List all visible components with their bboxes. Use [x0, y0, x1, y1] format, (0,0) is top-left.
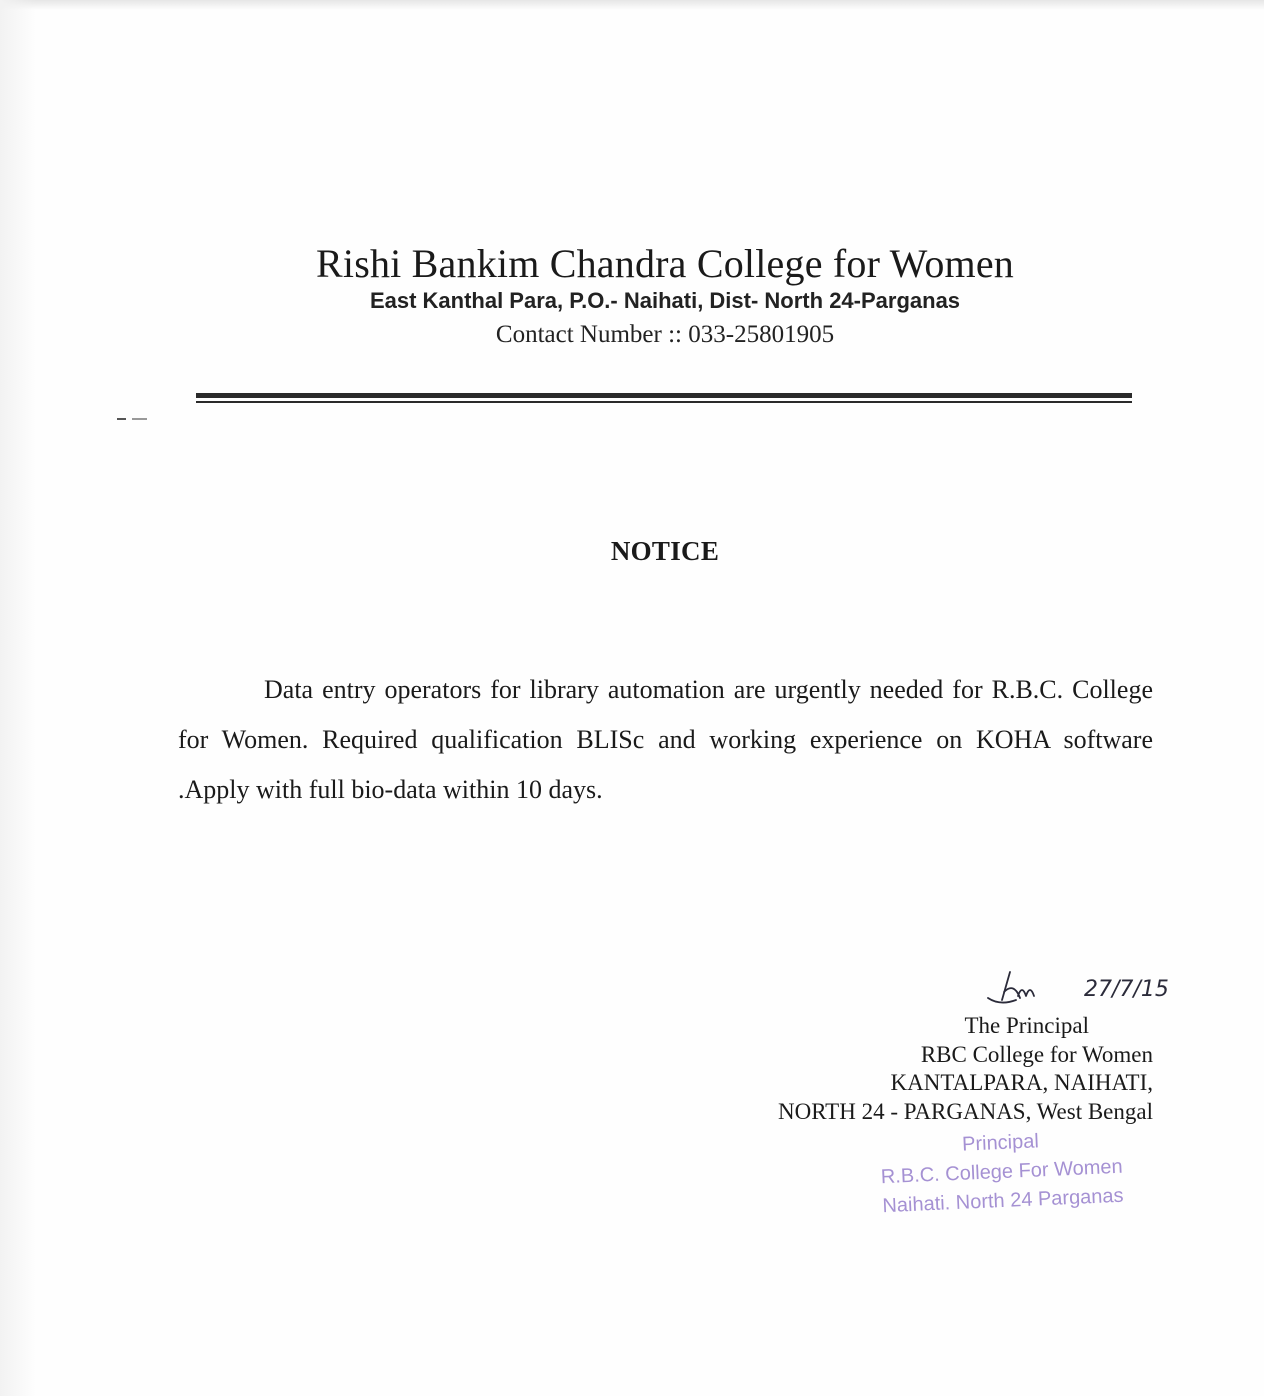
stamp-line-1: Principal: [961, 1130, 1040, 1156]
stamp-line-3: Naihati. North 24 Parganas: [881, 1184, 1124, 1218]
principal-stamp: [840, 1122, 1163, 1223]
college-name: Rishi Bankim Chandra College for Women: [316, 241, 1014, 286]
notice-body: Data entry operators for library automation are urgently needed for R.B.C. College for Women. Required qualification BLISc and working experience on KOHA software .Apply with full bio-data within 10 days.: [178, 675, 1153, 804]
stamp-line-2: R.B.C. College For Women: [880, 1155, 1124, 1189]
header-divider-thick: [196, 393, 1132, 398]
signatory-title: The Principal: [964, 1013, 1089, 1038]
signatory-address-line2: NORTH 24 - PARGANAS, West Bengal: [777, 1098, 1153, 1124]
scan-speck: [117, 418, 147, 420]
signatory-block: [600, 1012, 1153, 1126]
contact-number: Contact Number :: 033-25801905: [495, 321, 835, 348]
notice-title: NOTICE: [610, 536, 720, 566]
signatory-address-line1: KANTALPARA, NAIHATI,: [890, 1070, 1153, 1095]
signature-date: 27/7/15: [1084, 977, 1169, 1002]
scan-shadow-left: [0, 0, 36, 1396]
signatory-college: RBC College for Women: [920, 1041, 1153, 1067]
college-address: East Kanthal Para, P.O.- Naihati, Dist- North 24-Parganas: [369, 288, 961, 313]
scan-shadow-top: [0, 0, 1264, 10]
header-divider-thin: [196, 401, 1132, 403]
